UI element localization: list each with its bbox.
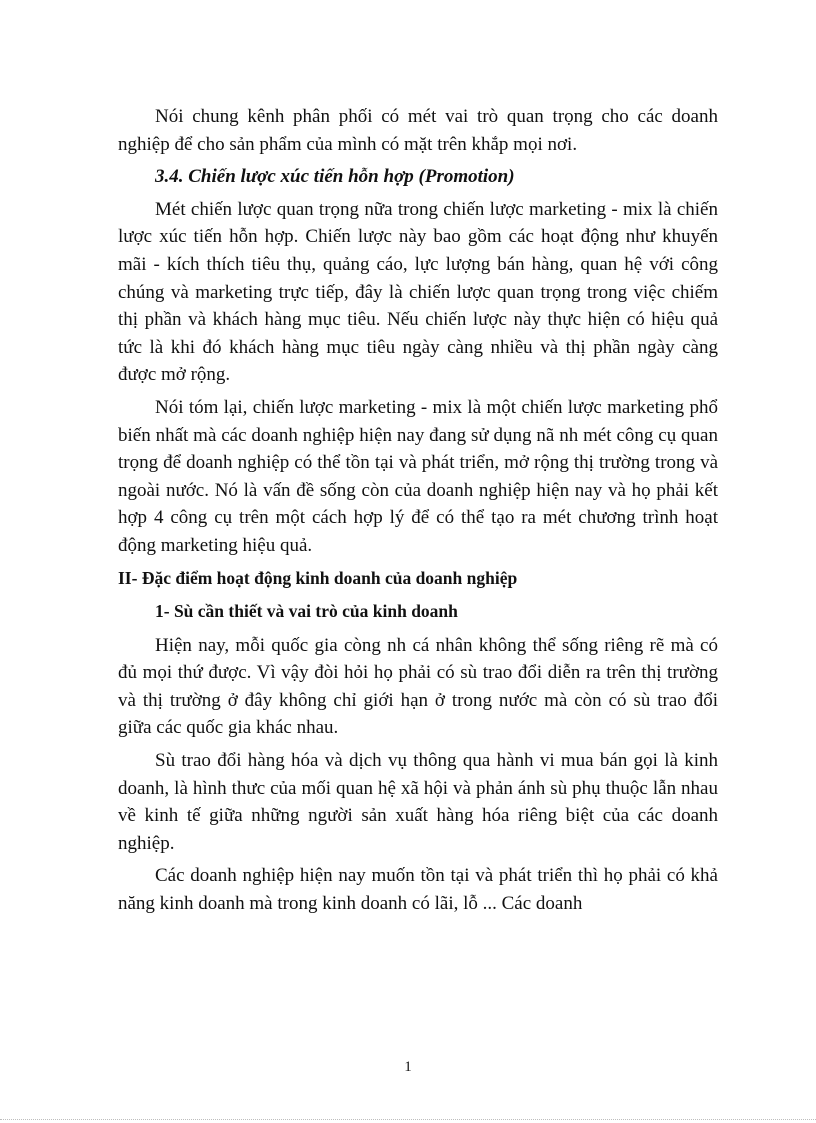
- paragraph-exchange-need: Hiện nay, mỗi quốc gia còng nh cá nhân không thể sống riêng rẽ mà có đủ mọi thứ được. Vì vậy đòi hỏi họ phải có sù trao đổi diễn ra trên thị trường và thị trường ở đây không chỉ giới hạn ở trong nước mà còn có sù trao đổi giữa các quốc gia khác nhau.: [118, 634, 718, 739]
- paragraph-distribution-summary: Nói chung kênh phân phối có mét vai trò quan trọng cho các doanh nghiệp để cho sản phẩm của mình có mặt trên khắp mọi nơi.: [118, 106, 718, 155]
- paragraph-trade-definition: Sù trao đổi hàng hóa và dịch vụ thông qua hành vi mua bán gọi là kinh doanh, là hình thưc của mối quan hệ xã hội và phản ánh sù phụ thuộc lẫn nhau về kinh tế giữa những người sản xuất hàng hóa riêng biệt của các doanh nghiệp.: [118, 750, 718, 854]
- paragraph-business-survival: Các doanh nghiệp hiện nay muốn tồn tại và phát triển thì họ phải có khả năng kinh doanh mà trong kinh doanh có lãi, lỗ ... Các doanh: [118, 865, 718, 915]
- chapter-heading-business-characteristics: II- Đặc điểm hoạt động kinh doanh của doanh nghiệp: [118, 567, 518, 588]
- paragraph-promotion-strategy: Mét chiến lược quan trọng nữa trong chiến lược marketing - mix là chiến lược xúc tiến hỗn hợp. Chiến lược này bao gồm các hoạt động như khuyến mãi - kích thích tiêu thụ, quảng cáo, lực lượng bán hàng, quan hệ với công chúng và marketing trực tiếp, đây là chiến lược quan trọng trong việc chiếm thị phần và khách hàng mục tiêu. Nếu chiến lược này thực hiện có hiệu quả tức là khi đó khách hàng mục tiêu ngày càng nhiều và thị phần ngày càng được mở rộng.: [118, 198, 718, 386]
- subsection-heading-necessity: 1- Sù cần thiết và vai trò của kinh doanh: [155, 601, 458, 622]
- paragraph-marketing-mix-conclusion: Nói tóm lại, chiến lược marketing - mix là một chiến lược marketing phổ biến nhất mà các doanh nghiệp hiện nay đang sử dụng nã nh mét công cụ quan trọng để doanh nghiệp có thể tồn tại và phát triển, mở rộng thị trường trong và ngoài nước. Nó là vấn đề sống còn của doanh nghiệp hiện nay và họ phải kết hợp 4 công cụ trên một cách hợp lý để có thể tạo ra mét chương trình hoạt động marketing hiệu quả.: [118, 396, 718, 556]
- page-number: 1: [404, 1059, 412, 1075]
- section-heading-promotion: 3.4. Chiến lược xúc tiến hỗn hợp (Promotion): [155, 166, 515, 188]
- document-body: [118, 103, 718, 923]
- page-bottom-divider: [0, 1119, 816, 1120]
